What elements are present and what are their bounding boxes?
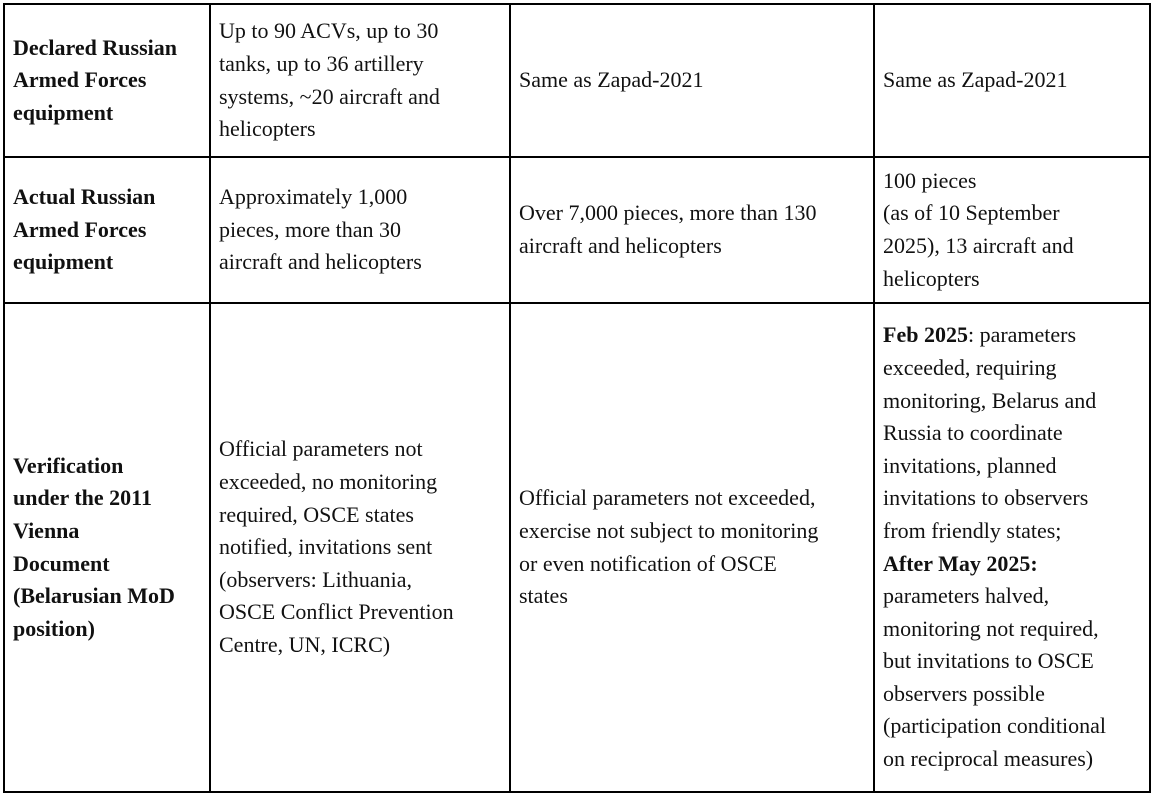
cell-declared-col2	[210, 4, 510, 157]
cell-line: systems, ~20 aircraft and	[219, 83, 440, 109]
cell-verification-col2	[210, 303, 510, 792]
cell-line: (as of 10 September	[883, 200, 1060, 226]
cell-line: invitations to observers	[883, 485, 1089, 511]
comparison-table	[3, 3, 1151, 793]
cell-line: 100 pieces	[883, 167, 977, 193]
cell-line: from friendly states;	[883, 517, 1062, 543]
cell-line: required, OSCE states	[219, 501, 414, 527]
cell-actual-col3	[510, 157, 874, 303]
cell-line: 2025), 13 aircraft and	[883, 233, 1074, 258]
after-may-2025-label: After May 2025:	[883, 550, 1038, 576]
cell-line: Official parameters not exceeded,	[519, 485, 816, 511]
cell-line: Same as Zapad-2021	[519, 67, 704, 93]
row-header-line: Verification	[13, 452, 124, 478]
row-header-declared	[4, 4, 210, 157]
cell-line: Russia to coordinate	[883, 420, 1063, 446]
cell-line: exercise not subject to monitoring	[519, 517, 819, 543]
cell-line: Up to 90 ACVs, up to 30	[219, 18, 439, 44]
cell-line: monitoring, Belarus and	[883, 387, 1097, 413]
cell-line: Centre, UN, ICRC)	[219, 631, 391, 657]
cell-line: exceeded, no monitoring	[219, 469, 438, 495]
table-row-verification	[4, 303, 1150, 792]
cell-line: helicopters	[883, 265, 980, 291]
cell-line: exceeded, requiring	[883, 354, 1057, 380]
cell-line: or even notification of OSCE	[519, 550, 777, 576]
table-row-actual-equipment	[4, 157, 1150, 303]
cell-line: notified, invitations sent	[219, 534, 433, 560]
cell-line: (participation conditional	[883, 713, 1106, 739]
cell-line: but invitations to OSCE	[883, 648, 1094, 674]
table-row-declared-equipment	[4, 4, 1150, 157]
row-header-actual	[4, 157, 210, 303]
row-header-line: equipment	[13, 249, 114, 275]
cell-line: states	[519, 583, 568, 609]
cell-line: tanks, up to 36 artillery	[219, 50, 424, 76]
row-header-line: Armed Forces	[13, 216, 147, 242]
row-header-line: Declared Russian	[13, 34, 177, 60]
cell-line: observers possible	[883, 680, 1045, 706]
cell-line: Official parameters not	[219, 436, 423, 462]
cell-line: on reciprocal measures)	[883, 746, 1094, 772]
row-header-line: (Belarusian MoD	[13, 583, 175, 609]
feb-2025-heading-line	[883, 319, 1141, 352]
row-header-line: Actual Russian	[13, 184, 156, 210]
cell-actual-col2	[210, 157, 510, 303]
cell-declared-col3	[510, 4, 874, 157]
cell-verification-col4	[874, 303, 1150, 792]
cell-line: invitations, planned	[883, 452, 1057, 478]
cell-line: Approximately 1,000	[219, 184, 408, 210]
cell-line: aircraft and helicopters	[219, 249, 422, 275]
row-header-verification	[4, 303, 210, 792]
row-header-line: Armed Forces	[13, 67, 147, 93]
row-header-line: position)	[13, 615, 95, 641]
cell-line: OSCE Conflict Prevention	[219, 599, 454, 625]
row-header-line: Document	[13, 550, 110, 576]
cell-verification-col3	[510, 303, 874, 792]
cell-line: Same as Zapad-2021	[883, 67, 1068, 93]
cell-line: parameters halved,	[883, 583, 1050, 609]
cell-line: monitoring not required,	[883, 615, 1099, 641]
cell-line: (observers: Lithuania,	[219, 566, 413, 592]
cell-line: aircraft and helicopters	[519, 233, 722, 258]
cell-declared-col4	[874, 4, 1150, 157]
cell-line: helicopters	[219, 116, 316, 142]
cell-line: pieces, more than 30	[219, 216, 402, 242]
feb-2025-label: Feb 2025	[883, 322, 968, 348]
row-header-line: under the 2011	[13, 485, 152, 511]
feb-2025-first-rest: : parameters	[967, 322, 1077, 348]
cell-actual-col4	[874, 157, 1150, 303]
row-header-line: equipment	[13, 99, 114, 125]
cell-line: Over 7,000 pieces, more than 130	[519, 200, 817, 226]
row-header-line: Vienna	[13, 517, 80, 543]
